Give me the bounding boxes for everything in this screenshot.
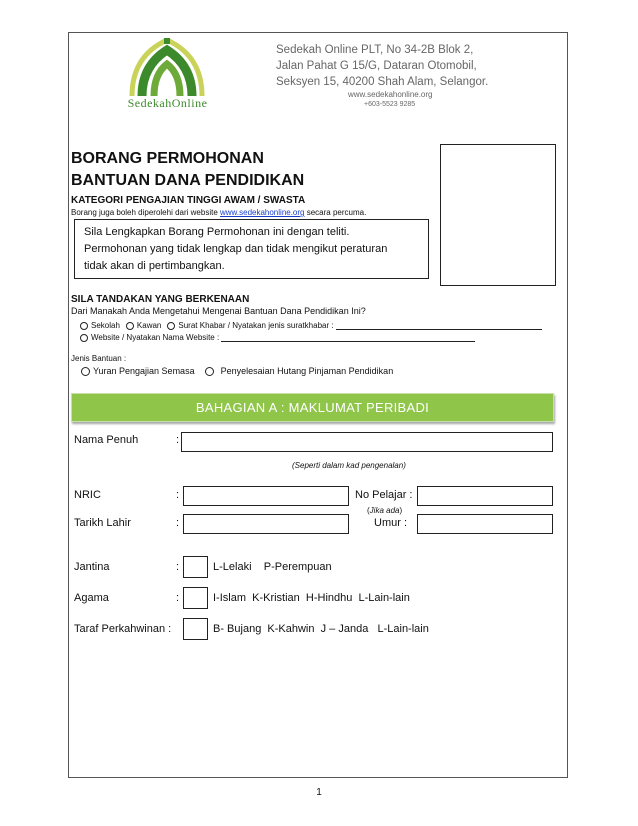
website-name-field[interactable] (221, 334, 475, 342)
website-option-row (80, 333, 475, 342)
radio-kawan[interactable] (126, 322, 134, 330)
section-heading: SILA TANDAKAN YANG BERKENAAN (71, 294, 250, 305)
nama-input[interactable] (181, 432, 553, 452)
note-prefix: Borang juga boleh diperolehi dari website (71, 208, 220, 217)
nric-label: NRIC (74, 489, 101, 501)
nama-colon: : (176, 434, 180, 446)
agama-options: I-Islam K-Kristian H-Hindhu L-Lain-lain (213, 592, 410, 604)
page-number: 1 (316, 787, 322, 798)
tarikh-lahir-input[interactable] (183, 514, 349, 534)
radio-website[interactable] (80, 334, 88, 342)
note-suffix: secara percuma. (304, 208, 367, 217)
radio-sekolah[interactable] (80, 322, 88, 330)
taraf-perkahwinan-input[interactable] (183, 618, 208, 640)
agama-label: Agama (74, 592, 109, 604)
logo-text: SedekahOnline (127, 96, 208, 110)
radio-surat-khabar[interactable] (167, 322, 175, 330)
no-pelajar-hint-text: Jika ada (369, 506, 400, 515)
source-options-row (80, 321, 542, 330)
category-title: KATEGORI PENGAJIAN TINGGI AWAM / SWASTA (71, 195, 306, 206)
agama-colon: : (176, 592, 180, 604)
notice-line-2: Permohonan yang tidak lengkap dan tidak mengikut peraturan (84, 243, 388, 255)
taraf-perkahwinan-options: B- Bujang K-Kahwin J – Janda L-Lain-lain (213, 623, 429, 635)
section-a-banner: BAHAGIAN A : MAKLUMAT PERIBADI (71, 393, 554, 422)
nama-hint: (Seperti dalam kad pengenalan) (292, 461, 406, 470)
address-line-3: Seksyen 15, 40200 Shah Alam, Selangor. (276, 76, 489, 88)
address-line-1: Sedekah Online PLT, No 34-2B Blok 2, (276, 44, 474, 56)
company-phone: +603-5523 9285 (364, 101, 416, 108)
umur-label: Umur : (374, 517, 407, 529)
form-title (71, 148, 304, 192)
nric-input[interactable] (183, 486, 349, 506)
availability-note (71, 208, 366, 217)
option-sekolah: Sekolah (91, 321, 120, 330)
jantina-options: L-Lelaki P-Perempuan (213, 561, 332, 573)
nric-colon: : (176, 489, 180, 501)
jantina-colon: : (176, 561, 180, 573)
option-surat-khabar: Surat Khabar / Nyatakan jenis suratkhabar : (178, 321, 334, 330)
tarikh-colon: : (176, 517, 180, 529)
option-yuran: Yuran Pengajian Semasa (93, 366, 195, 376)
assistance-label: Jenis Bantuan : (71, 354, 127, 363)
radio-yuran[interactable] (81, 367, 90, 376)
no-pelajar-hint: (Jika ada) (367, 506, 403, 515)
title-line-2: BANTUAN DANA PENDIDIKAN (71, 172, 305, 189)
website-link[interactable]: www.sedekahonline.org (220, 208, 305, 217)
notice-line-1: Sila Lengkapkan Borang Permohonan ini dengan teliti. (84, 226, 350, 238)
agama-input[interactable] (183, 587, 208, 609)
notice-box (74, 219, 429, 279)
jantina-input[interactable] (183, 556, 208, 578)
no-pelajar-label: No Pelajar : (355, 489, 413, 501)
umur-input[interactable] (417, 514, 553, 534)
company-website: www.sedekahonline.org (348, 90, 433, 99)
dome-logo-icon (80, 38, 255, 98)
sedekahonline-logo (80, 38, 255, 120)
option-kawan: Kawan (136, 321, 162, 330)
option-website: Website / Nyatakan Nama Website : (91, 333, 220, 342)
no-pelajar-input[interactable] (417, 486, 553, 506)
nama-label: Nama Penuh (74, 434, 139, 446)
tarikh-lahir-label: Tarikh Lahir (74, 517, 131, 529)
taraf-perkahwinan-label: Taraf Perkahwinan : (74, 623, 172, 635)
jantina-label: Jantina (74, 561, 110, 573)
title-line-1: BORANG PERMOHONAN (71, 150, 264, 167)
notice-line-3: tidak akan di pertimbangkan. (84, 260, 225, 272)
address-line-2: Jalan Pahat G 15/G, Dataran Otomobil, (276, 60, 477, 72)
company-address (276, 42, 556, 109)
assistance-options-row (71, 366, 393, 376)
option-hutang: Penyelesaian Hutang Pinjaman Pendidikan (220, 366, 394, 376)
newspaper-name-field[interactable] (336, 322, 542, 330)
photo-box[interactable] (440, 144, 556, 286)
source-question: Dari Manakah Anda Mengetahui Mengenai Bantuan Dana Pendidikan Ini? (71, 306, 366, 316)
radio-hutang[interactable] (205, 367, 214, 376)
